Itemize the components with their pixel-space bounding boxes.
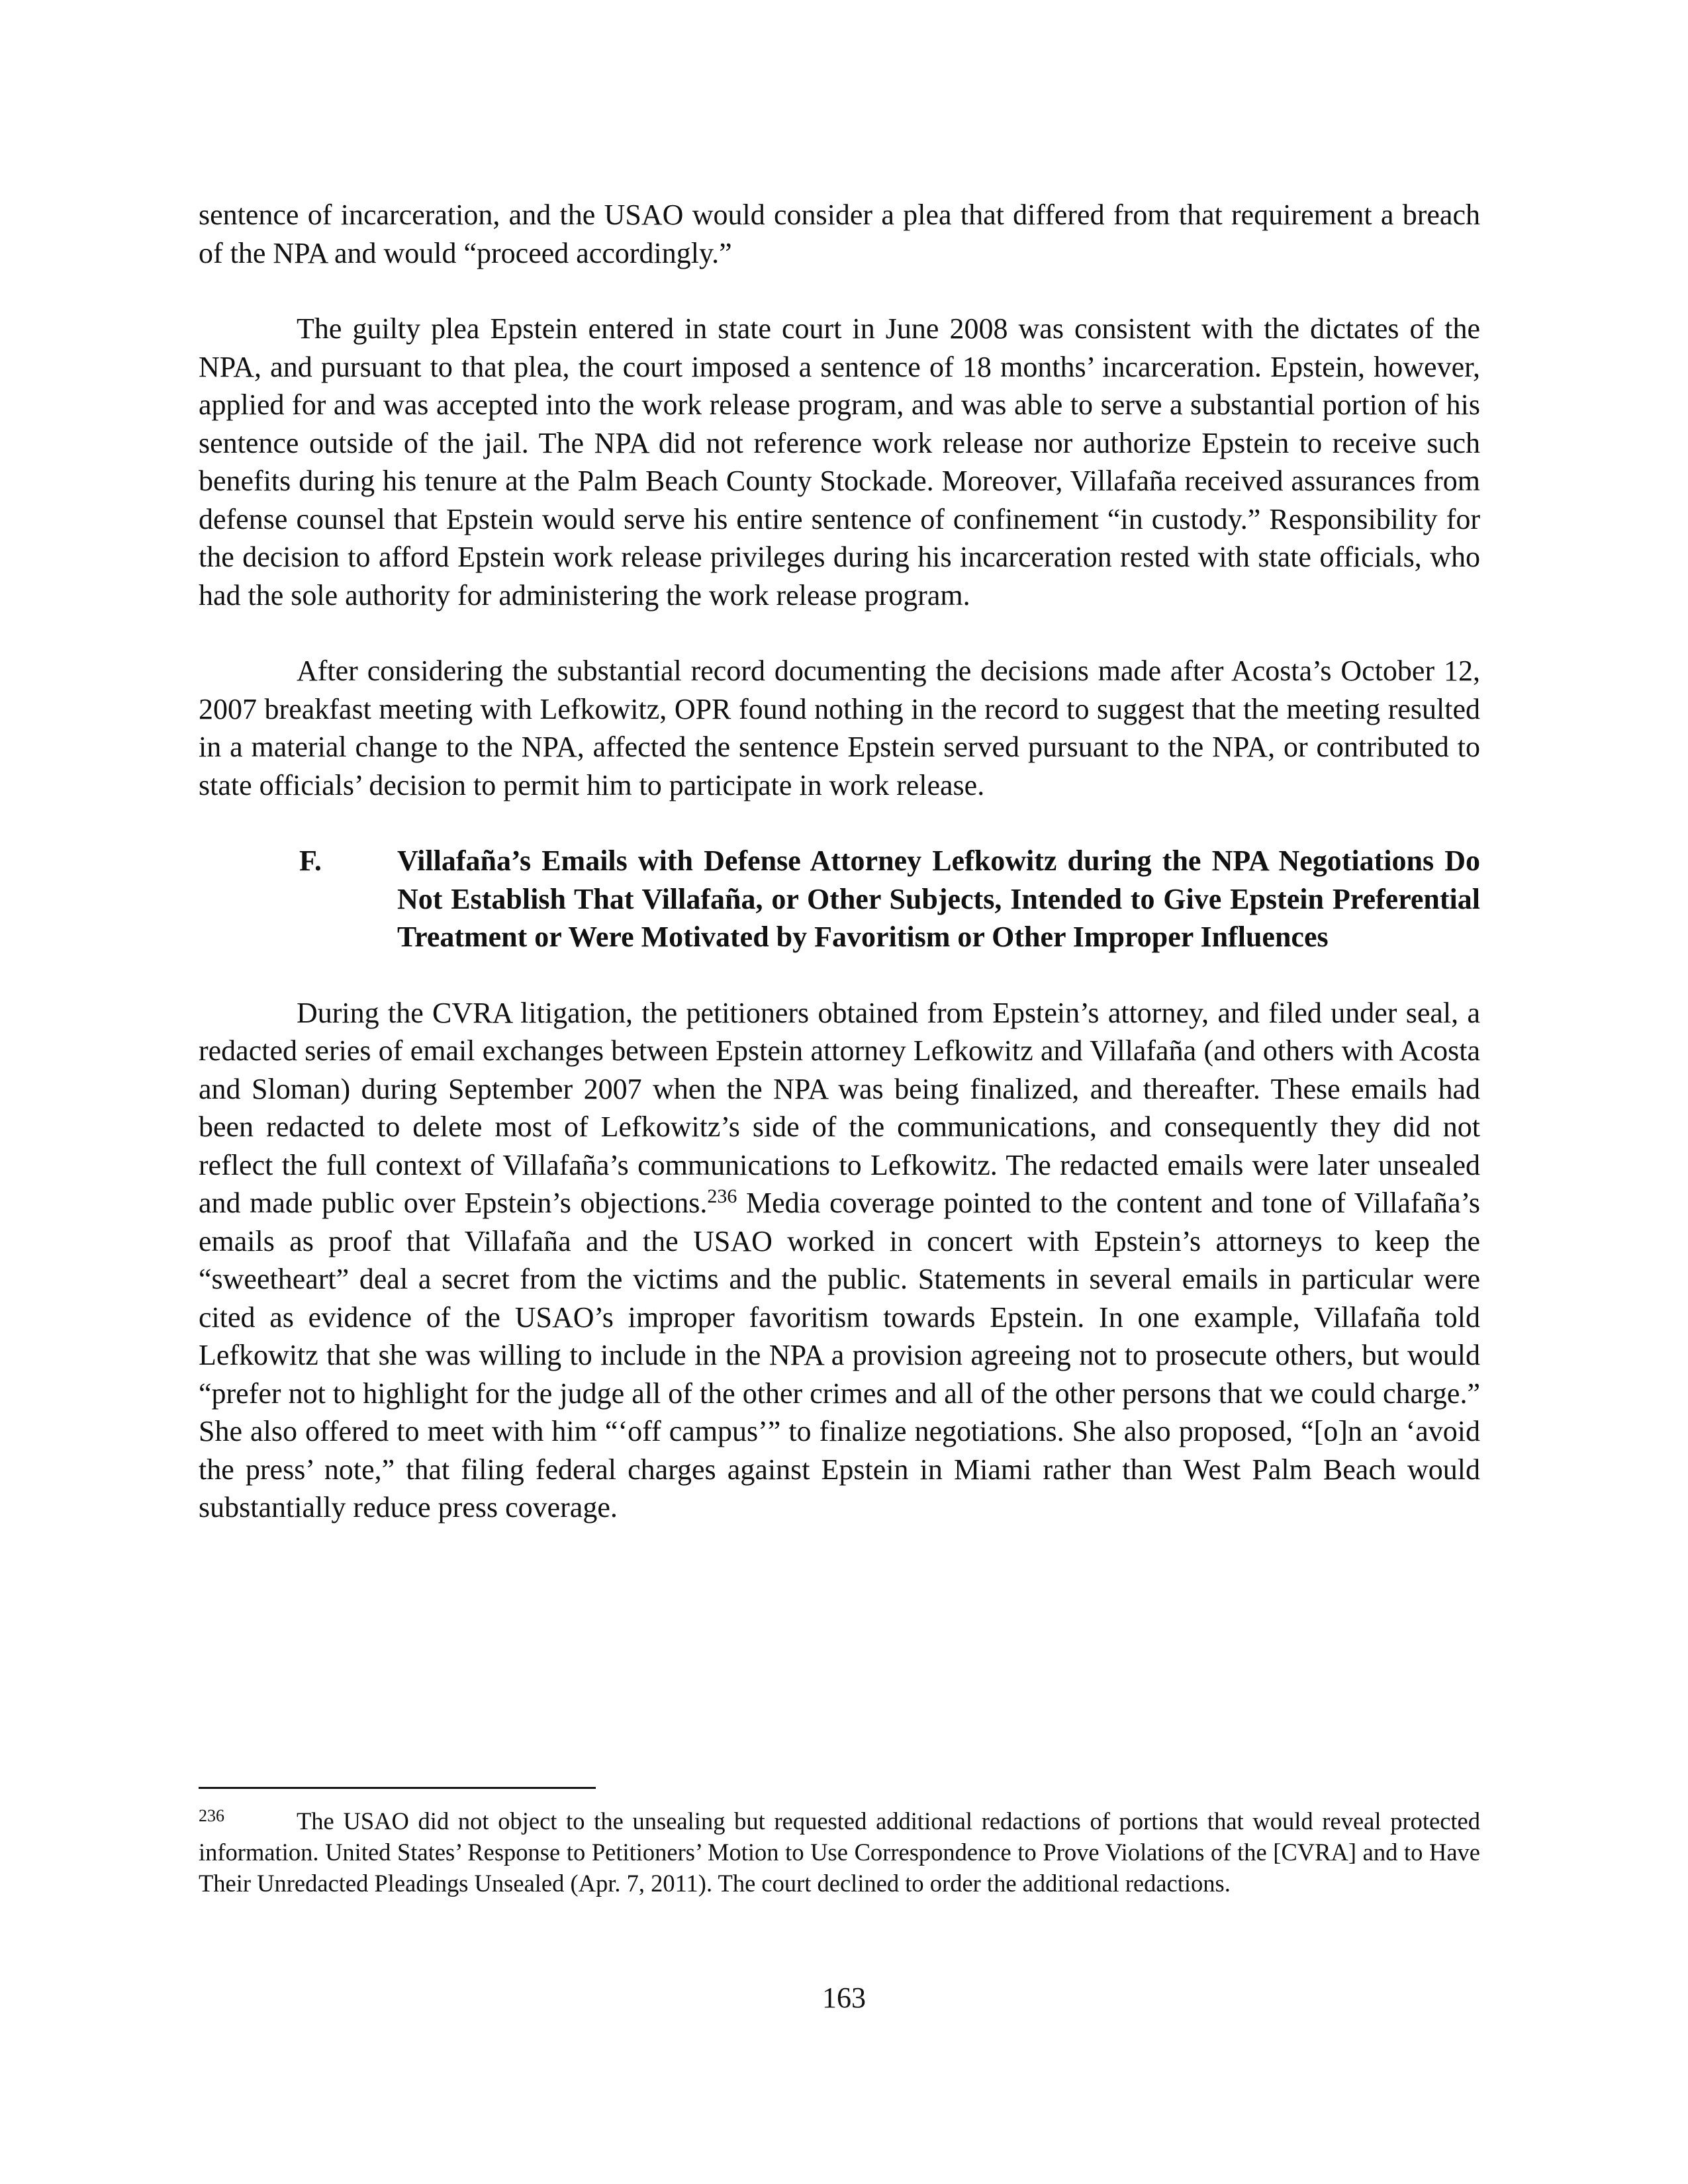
section-heading-letter: F. xyxy=(299,844,322,877)
footnote-divider xyxy=(199,1787,596,1789)
section-heading xyxy=(199,842,1480,956)
page-number: 163 xyxy=(822,1981,866,2014)
footnote-236: 236 The USAO did not object to the unsealing but requested additional redactions of portions that would reveal protected information. United States’ Response to Petitioners’ Motion to Use Correspondence to Prove Violations of the [CVRA] and to Have Their Unredacted Pleadings Unsealed (Apr. 7, 2011). The court declined to order the additional redactions. xyxy=(199,1806,1480,1897)
footnote-text: The USAO did not object to the unsealing but requested additional redactions of portions that would reveal protected information. United States’ Response to Petitioners’ Motion to Use Correspondence to Prove Violations of the [CVRA] and to Have Their Unredacted Pleadings Unsealed (Apr. 7, 2011). The court declined to order the additional redactions. xyxy=(199,1807,1480,1897)
paragraph-guilty-plea: The guilty plea Epstein entered in state court in June 2008 was consistent with the dictates of the NPA, and pursuant to that plea, the court imposed a sentence of 18 months’ incarceration. Epstein, however, applied for and was accepted into the work release program, and was able to serve a substantial portion of his sentence outside of the jail. The NPA did not reference work release nor authorize Epstein to receive such benefits during his tenure at the Palm Beach County Stockade. Moreover, Villafaña received assurances from defense counsel that Epstein would serve his entire sentence of confinement “in custody.” Responsibility for the decision to afford Epstein work release privileges during his incarceration rested with state officials, who had the sole authority for administering the work release program. xyxy=(199,312,1480,612)
document-body xyxy=(199,196,1480,1527)
paragraph-cvra-emails-part2: Media coverage pointed to the content and tone of Villafaña’s emails as proof that Villafaña and the USAO worked in concert with Epstein’s attorneys to keep the “sweetheart” deal a secret from the victims and the public. Statements in several emails in particular were cited as evidence of the USAO’s improper favoritism towards Epstein. In one example, Villafaña told Lefkowitz that she was willing to include in the NPA a provision agreeing not to prosecute others, but would “prefer not to highlight for the judge all of the other crimes and all of the other persons that we could charge.” She also offered to meet with him “‘off campus’” to finalize negotiations. She also proposed, “[o]n an ‘avoid the press’ note,” that filing federal charges against Epstein in Miami rather than West Palm Beach would substantially reduce press coverage. xyxy=(199,1187,1480,1524)
paragraph-cvra-emails-part1: During the CVRA litigation, the petitioners obtained from Epstein’s attorney, and filed under seal, a redacted series of email exchanges between Epstein attorney Lefkowitz and Villafaña (and others with Acosta and Sloman) during September 2007 when the NPA was being finalized, and thereafter. These emails had been redacted to delete most of Lefkowitz’s side of the communications, and consequently they did not reflect the full context of Villafaña’s communications to Lefkowitz. The redacted emails were later unsealed and made public over Epstein’s objections. xyxy=(199,996,1480,1219)
paragraph-cvra-emails xyxy=(199,994,1480,1527)
paragraph-continuation: sentence of incarceration, and the USAO would consider a plea that differed from that requirement a breach of the NPA and would “proceed accordingly.” xyxy=(199,199,1480,269)
footnote-reference: 236 xyxy=(707,1185,737,1207)
paragraph-breakfast-meeting: After considering the substantial record documenting the decisions made after Acosta’s October 12, 2007 breakfast meeting with Lefkowitz, OPR found nothing in the record to suggest that the meeting resulted in a material change to the NPA, affected the sentence Epstein served pursuant to the NPA, or contributed to state officials’ decision to permit him to participate in work release. xyxy=(199,655,1480,801)
section-heading-title: Villafaña’s Emails with Defense Attorney Lefkowitz during the NPA Negotiations Do Not Establish That Villafaña, or Other Subjects, Intended to Give Epstein Preferential Treatment or Were Motivated by Favoritism or Other Improper Influences xyxy=(397,844,1480,953)
